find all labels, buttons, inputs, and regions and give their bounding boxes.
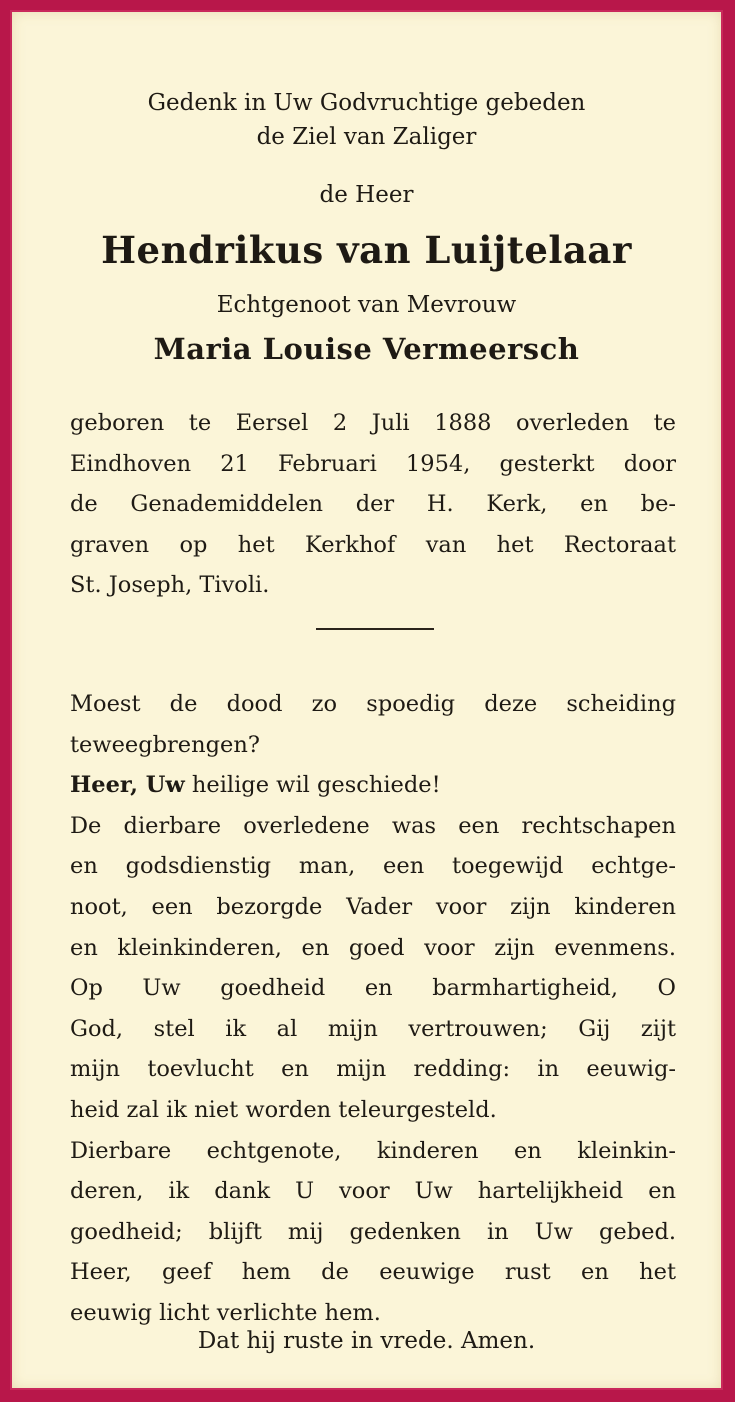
prayer-line: Dierbare echtgenote, kinderen en kleinkin-	[70, 1137, 676, 1164]
closing-line: Dat hij ruste in vrede. Amen.	[197, 1328, 536, 1354]
intro-line-2: de Ziel van Zaliger	[256, 124, 477, 150]
prayer-heer-bold: Heer, Uw	[70, 772, 185, 799]
prayer-paragraph	[70, 684, 676, 1334]
prayer-line: en godsdienstig man, een toegewijd echtge-	[70, 853, 676, 880]
prayer-line: en kleinkinderen, en goed voor zijn evenmens.	[70, 934, 676, 961]
deceased-name: Hendrikus van Luijtelaar	[101, 228, 632, 272]
divider-rule	[316, 628, 434, 630]
bio-line: de Genademiddelen der H. Kerk, en be-	[70, 491, 676, 518]
prayer-line: goedheid; blijft mij gedenken in Uw gebed.	[70, 1218, 676, 1245]
prayer-line: deren, ik dank U voor Uw hartelijkheid en	[70, 1178, 676, 1205]
prayer-line: teweegbrengen?	[70, 731, 260, 758]
prayer-line: eeuwig licht verlichte hem.	[70, 1299, 381, 1326]
bio-line: geboren te Eersel 2 Juli 1888 overleden te	[70, 410, 676, 436]
prayer-line: De dierbare overledene was een rechtschapen	[70, 812, 676, 839]
spouse-intro: Echtgenoot van Mevrouw	[216, 292, 517, 318]
prayer-line: noot, een bezorgde Vader voor zijn kinderen	[70, 893, 676, 920]
prayer-line: Op Uw goedheid en barmhartigheid, O	[70, 975, 676, 1002]
prayer-line: Heer, geef hem de eeuwige rust en het	[70, 1259, 676, 1286]
bio-line: St. Joseph, Tivoli.	[70, 572, 270, 599]
prayer-line: Moest de dood zo spoedig deze scheiding	[70, 691, 676, 717]
biography-paragraph	[70, 403, 676, 606]
prayer-line: God, stel ik al mijn vertrouwen; Gij zijt	[70, 1015, 676, 1042]
bio-line: Eindhoven 21 Februari 1954, gesterkt door	[70, 450, 676, 477]
prayer-line: heid zal ik niet worden teleurgesteld.	[70, 1096, 497, 1123]
memorial-card	[10, 10, 723, 1390]
honorific: de Heer	[319, 182, 414, 208]
prayer-heer-line	[70, 765, 676, 806]
intro-line-1: Gedenk in Uw Godvruchtige gebeden	[147, 90, 586, 116]
prayer-line: mijn toevlucht en mijn redding: in eeuwig-	[70, 1056, 676, 1083]
bio-line: graven op het Kerkhof van het Rectoraat	[70, 531, 676, 558]
prayer-heer-rest: heilige wil geschiede!	[184, 772, 441, 799]
spouse-name: Maria Louise Vermeersch	[153, 332, 580, 366]
